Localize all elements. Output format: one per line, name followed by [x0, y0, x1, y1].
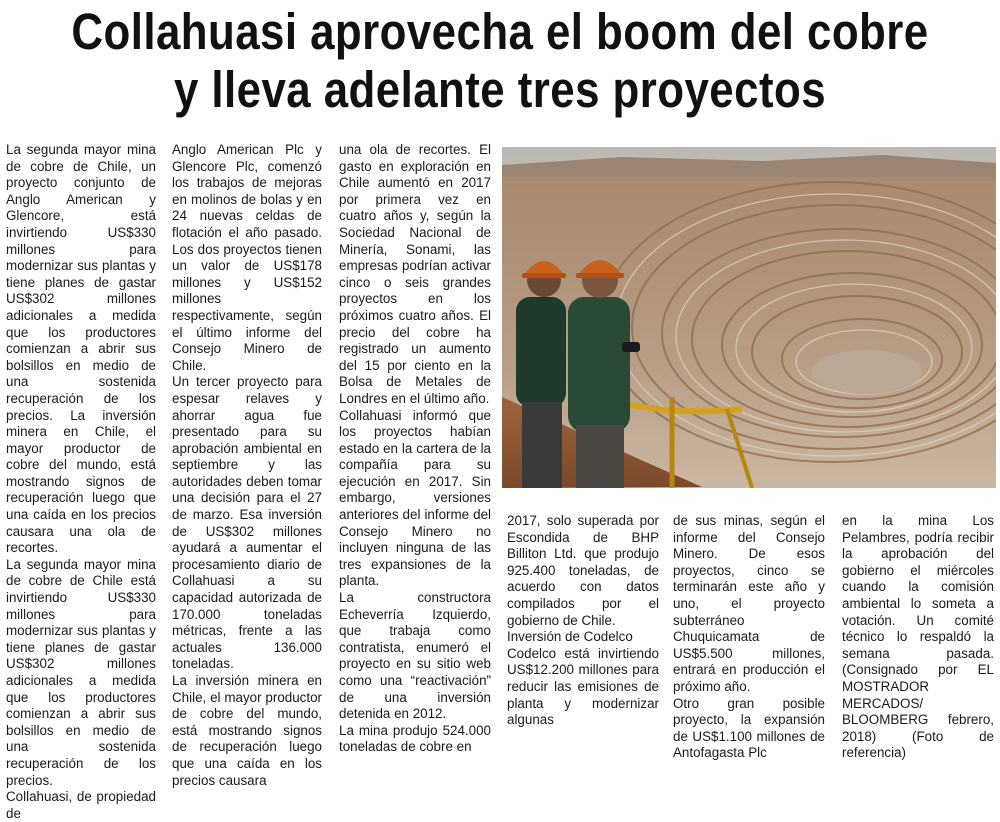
paragraph: La mina produjo 524.000 toneladas de cobre en — [339, 722, 491, 755]
mine-photo-illustration — [502, 147, 996, 488]
paragraph: Anglo American Plc y Glencore Plc, comenzó los trabajos de mejoras en molinos de bolas y en 24 nuevas celdas de flotación el año pasado. Los dos proyectos tienen un valor de US$178 millones y US$152 millones respectivamente, según el último informe del Consejo Minero de Chile. — [172, 142, 322, 373]
article-column-1 — [6, 142, 156, 822]
article-column-3 — [339, 142, 491, 756]
headline-line-1: Collahuasi aprovecha el boom del cobre — [71, 3, 929, 60]
open-pit-mine-photo — [502, 147, 996, 488]
headline-line-2: y lleva adelante tres proyectos — [173, 61, 827, 118]
article-column-2 — [172, 142, 322, 789]
paragraph: La segunda mayor mina de cobre de Chile, un proyecto conjunto de Anglo American y Glencore, está invirtiendo US$330 millones para modernizar sus plantas y tiene planes de gastar US$302 millones adicionales a medida que los productores comienzan a abrir sus bolsillos en medio de una sostenida recuperación de los precios. La inversión minera en Chile, el mayor productor de cobre del mundo, está mostrando signos de recuperación luego que una caída en los precios causara una ola de recortes. — [6, 142, 156, 556]
paragraph: Codelco está invirtiendo US$12.200 millones para reducir las emisiones de planta y modernizar algunas — [507, 645, 659, 728]
paragraph: La inversión minera en Chile, el mayor productor de cobre del mundo, está mostrando signos de recuperación luego que una caída en los precios causara — [172, 673, 322, 788]
paragraph: 2017, solo superada por Escondida de BHP Billiton Ltd. que produjo 925.400 toneladas, de acuerdo con datos compilados por el gobierno de Chile. — [507, 513, 659, 628]
article-column-4 — [507, 513, 659, 729]
paragraph: en la mina Los Pelambres, podría recibir la aprobación del gobierno el miércoles cuando la comisión ambiental lo someta a votación. Un comité técnico lo respaldó la semana pasada. (Consignado por EL MOSTRADOR MERCADOS/ BLOOMBERG febrero, 2018) (Foto de referencia) — [842, 513, 994, 761]
paragraph: Collahuasi informó que los proyectos habían estado en la cartera de la compañía para su ejecución en 2017. Sin embargo, versiones anteriores del informe del Consejo Minero no incluyen ninguna de las tres expansiones de la planta. — [339, 407, 491, 589]
subheading: Inversión de Codelco — [507, 629, 633, 645]
paragraph: Un tercer proyecto para espesar relaves y ahorrar agua fue presentado para su aprobación ambiental en septiembre y las autoridades deben tomar una decisión para el 27 de marzo. Esa inversión de US$302 millones ayudará a aumentar el procesamiento diario de Collahuasi a su capacidad autorizada de 170.000 toneladas métricas, frente a las actuales 136.000 toneladas. — [172, 374, 322, 672]
paragraph: Collahuasi, de propiedad de — [6, 789, 156, 821]
paragraph: una ola de recortes. El gasto en exploración en Chile aumentó en 2017 por primera vez en cuatro años y, según la Sociedad Nacional de Minería, Sonami, las empresas podrían activar cinco o seis grandes proyectos en los próximos cuatro años. El precio del cobre ha registrado un aumento del 15 por ciento en la Bolsa de Metales de Londres en el último año. — [339, 142, 491, 406]
article-column-6 — [842, 513, 994, 762]
paragraph: La constructora Echeverría Izquierdo, que trabaja como contratista, enumeró el proyecto en su sitio web como una “reactivación” de una inversión detenida en 2012. — [339, 590, 491, 722]
paragraph: de sus minas, según el informe del Consejo Minero. De esos proyectos, cinco se terminarán este año y uno, el proyecto subterráneo Chuquicamata de US$5.500 millones, entrará en producción el próximo año. — [673, 513, 825, 694]
paragraph: Otro gran posible proyecto, la expansión de US$1.100 millones de Antofagasta Plc — [673, 695, 825, 761]
article-column-5 — [673, 513, 825, 762]
paragraph: La segunda mayor mina de cobre de Chile está invirtiendo US$330 millones para modernizar sus plantas y tiene planes de gastar US$302 millones adicionales a medida que los productores comienzan a abrir sus bolsillos en medio de una sostenida recuperación de los precios. — [6, 556, 156, 788]
